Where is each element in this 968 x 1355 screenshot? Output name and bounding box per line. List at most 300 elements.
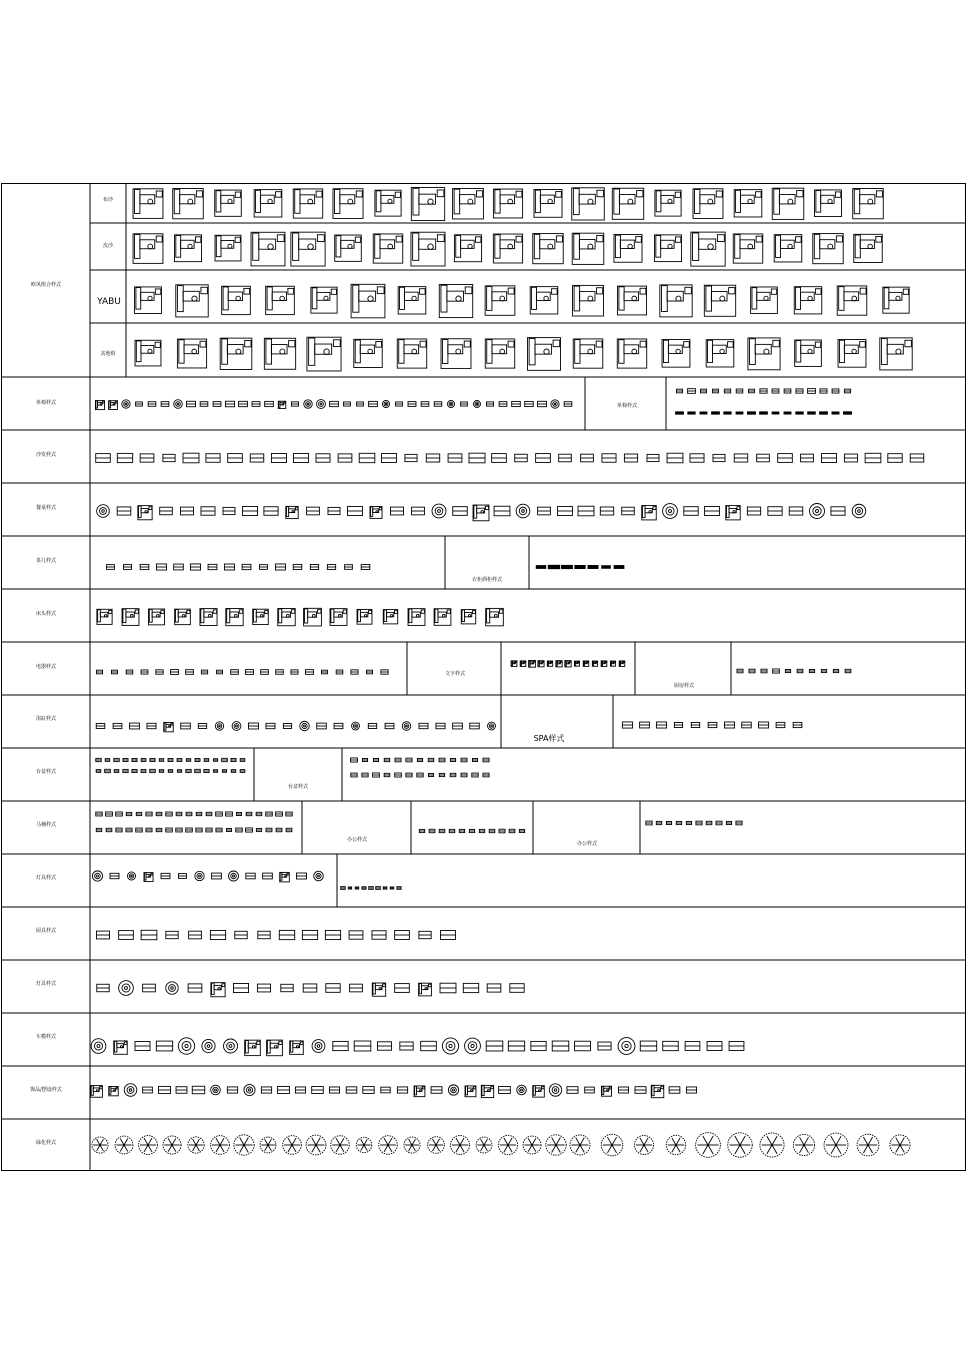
cad-symbol-icon bbox=[448, 1085, 458, 1095]
cad-symbol-icon bbox=[832, 389, 839, 393]
cad-symbol-icon bbox=[123, 769, 128, 772]
symbol-stroke bbox=[193, 1145, 196, 1151]
symbol-stroke bbox=[149, 609, 152, 622]
symbol-stroke bbox=[254, 610, 257, 622]
cad-symbol-icon bbox=[575, 565, 585, 568]
symbol-stroke bbox=[516, 191, 522, 197]
symbol-stroke bbox=[534, 661, 535, 662]
symbol-stroke bbox=[532, 287, 537, 309]
symbol-stroke bbox=[708, 199, 713, 204]
cad-symbol-icon bbox=[487, 984, 501, 992]
cad-symbol-icon bbox=[483, 758, 489, 762]
cad-symbol-icon bbox=[724, 722, 734, 728]
cad-symbol-icon bbox=[402, 722, 411, 731]
cad-symbol-icon bbox=[206, 454, 220, 463]
cad-symbol-icon bbox=[724, 389, 730, 393]
cad-symbol-icon bbox=[220, 338, 252, 369]
cad-symbol-icon bbox=[291, 670, 298, 674]
symbol-stroke bbox=[295, 507, 297, 509]
cad-symbol-icon bbox=[231, 758, 236, 761]
symbol-stroke bbox=[597, 236, 603, 242]
symbol-stroke bbox=[175, 610, 178, 623]
symbol-stroke bbox=[212, 983, 215, 994]
cad-symbol-icon bbox=[397, 1087, 407, 1093]
cad-symbol-icon bbox=[200, 402, 208, 407]
symbol-stroke bbox=[176, 402, 181, 407]
symbol-stroke bbox=[726, 506, 729, 518]
symbol-stroke bbox=[544, 296, 548, 300]
symbol-stroke bbox=[737, 507, 740, 510]
symbol-stroke bbox=[304, 725, 306, 727]
cad-symbol-icon bbox=[384, 758, 390, 761]
symbol-stroke bbox=[676, 296, 681, 301]
symbol-stroke bbox=[828, 244, 833, 249]
cad-symbol-icon bbox=[749, 669, 755, 673]
cad-symbol-icon bbox=[351, 284, 385, 317]
cad-symbol-icon bbox=[600, 507, 613, 515]
section-label-basin: 台盆样式 bbox=[35, 769, 57, 775]
cad-symbol-icon bbox=[776, 722, 785, 727]
symbol-stroke bbox=[92, 871, 102, 881]
symbol-stroke bbox=[309, 338, 315, 365]
symbol-stroke bbox=[384, 402, 388, 406]
cad-symbol-icon bbox=[562, 565, 573, 568]
cad-symbol-icon bbox=[283, 1136, 302, 1155]
symbol-stroke bbox=[577, 663, 578, 664]
symbol-stroke bbox=[169, 985, 176, 992]
cad-symbol-icon bbox=[845, 669, 851, 672]
cad-symbol-icon bbox=[186, 670, 194, 675]
cad-symbol-icon bbox=[494, 506, 510, 516]
cad-symbol-icon bbox=[159, 1086, 171, 1093]
cad-symbol-icon bbox=[211, 1085, 221, 1095]
symbol-stroke bbox=[314, 871, 324, 881]
cad-symbol-icon bbox=[293, 564, 302, 569]
symbol-stroke bbox=[452, 1089, 454, 1091]
symbol-stroke bbox=[500, 349, 505, 354]
section-label-bathtub: 浴缸样式 bbox=[35, 716, 57, 722]
symbol-stroke bbox=[716, 191, 722, 197]
symbol-stroke bbox=[114, 1041, 116, 1052]
cad-symbol-icon bbox=[419, 723, 428, 728]
cad-symbol-icon bbox=[110, 873, 119, 878]
cad-symbol-icon bbox=[395, 773, 402, 777]
symbol-stroke bbox=[415, 1086, 417, 1095]
cad-symbol-icon bbox=[704, 285, 735, 316]
symbol-stroke bbox=[876, 191, 882, 197]
symbol-stroke bbox=[375, 235, 380, 259]
symbol-stroke bbox=[425, 988, 427, 990]
cad-symbol-icon bbox=[888, 454, 902, 463]
cad-symbol-icon bbox=[307, 507, 320, 515]
cad-symbol-icon bbox=[143, 984, 156, 992]
symbol-stroke bbox=[334, 189, 339, 213]
symbol-stroke bbox=[666, 507, 674, 515]
cad-symbol-icon bbox=[105, 769, 111, 772]
symbol-stroke bbox=[100, 1139, 103, 1145]
cad-symbol-icon bbox=[97, 984, 109, 991]
cad-symbol-icon bbox=[222, 758, 228, 761]
cad-symbol-icon bbox=[195, 871, 204, 880]
cad-symbol-icon bbox=[796, 389, 803, 393]
section-label-lamp: 灯具样式 bbox=[35, 875, 57, 881]
cad-symbol-icon bbox=[890, 1135, 910, 1155]
symbol-stroke bbox=[465, 1038, 481, 1054]
symbol-stroke bbox=[449, 402, 453, 406]
symbol-stroke bbox=[236, 725, 238, 727]
cad-symbol-icon bbox=[130, 723, 140, 729]
cad-symbol-icon bbox=[843, 412, 851, 414]
cad-symbol-icon bbox=[385, 723, 394, 728]
symbol-stroke bbox=[98, 610, 101, 622]
cad-symbol-icon bbox=[141, 930, 157, 939]
cad-symbol-icon bbox=[789, 507, 803, 515]
cad-symbol-icon bbox=[778, 454, 793, 463]
cad-symbol-icon bbox=[373, 234, 402, 263]
symbol-stroke bbox=[442, 614, 445, 617]
symbol-stroke bbox=[525, 661, 526, 662]
symbol-stroke bbox=[804, 1145, 809, 1153]
cad-symbol-icon bbox=[177, 339, 206, 368]
cad-symbol-icon bbox=[314, 871, 324, 881]
symbol-stroke bbox=[317, 400, 326, 409]
cad-symbol-icon bbox=[341, 887, 346, 890]
cad-symbol-icon bbox=[245, 1040, 261, 1055]
symbol-stroke bbox=[268, 1139, 271, 1145]
cell-label-text: 文字样式 bbox=[444, 671, 466, 677]
cad-symbol-icon bbox=[300, 721, 310, 731]
cad-symbol-icon bbox=[397, 339, 426, 368]
symbol-stroke bbox=[400, 287, 405, 309]
symbol-stroke bbox=[145, 511, 147, 513]
symbol-stroke bbox=[402, 722, 411, 731]
symbol-stroke bbox=[460, 1145, 464, 1152]
symbol-stroke bbox=[115, 401, 117, 403]
symbol-stroke bbox=[223, 287, 228, 310]
symbol-stroke bbox=[720, 349, 724, 353]
cad-symbol-icon bbox=[634, 1135, 653, 1154]
symbol-stroke bbox=[302, 723, 307, 728]
symbol-stroke bbox=[312, 614, 315, 617]
symbol-stroke bbox=[500, 296, 505, 301]
symbol-stroke bbox=[135, 235, 140, 259]
cad-symbol-icon bbox=[489, 829, 495, 832]
symbol-stroke bbox=[235, 237, 240, 242]
cad-symbol-icon bbox=[351, 758, 358, 762]
symbol-stroke bbox=[168, 1138, 172, 1145]
symbol-stroke bbox=[448, 1085, 458, 1095]
symbol-stroke bbox=[127, 1087, 134, 1094]
symbol-stroke bbox=[700, 412, 707, 414]
cad-symbol-icon bbox=[712, 412, 720, 414]
cad-symbol-icon bbox=[278, 608, 295, 625]
symbol-stroke bbox=[548, 199, 552, 203]
section-label-tea-table: 茶几样式 bbox=[35, 558, 57, 564]
cad-symbol-icon bbox=[684, 507, 698, 516]
cad-symbol-icon bbox=[244, 1084, 255, 1095]
cad-symbol-icon bbox=[759, 722, 769, 728]
cad-symbol-icon bbox=[283, 724, 291, 729]
symbol-stroke bbox=[596, 341, 602, 347]
cad-symbol-icon bbox=[373, 758, 378, 761]
cad-symbol-icon bbox=[483, 773, 489, 777]
cad-symbol-icon bbox=[461, 610, 475, 624]
symbol-stroke bbox=[764, 296, 768, 300]
cad-symbol-icon bbox=[225, 564, 235, 570]
symbol-stroke bbox=[532, 1138, 536, 1145]
symbol-stroke bbox=[236, 349, 241, 354]
symbol-stroke bbox=[640, 1145, 644, 1152]
symbol-stroke bbox=[720, 296, 725, 301]
symbol-stroke bbox=[379, 507, 381, 509]
symbol-stroke bbox=[245, 341, 251, 347]
symbol-stroke bbox=[119, 981, 134, 996]
cad-symbol-icon bbox=[213, 402, 221, 407]
cad-symbol-icon bbox=[293, 189, 322, 218]
cad-symbol-icon bbox=[357, 609, 372, 624]
symbol-stroke bbox=[637, 191, 643, 197]
symbol-stroke bbox=[131, 875, 133, 877]
cad-symbol-icon bbox=[747, 507, 760, 515]
cad-symbol-icon bbox=[821, 669, 826, 672]
symbol-stroke bbox=[235, 192, 240, 197]
symbol-stroke bbox=[858, 510, 861, 513]
cad-symbol-icon bbox=[651, 1085, 664, 1097]
symbol-stroke bbox=[551, 400, 559, 408]
symbol-stroke bbox=[95, 873, 101, 879]
cad-symbol-icon bbox=[598, 1042, 611, 1050]
cad-symbol-icon bbox=[286, 506, 298, 518]
cad-symbol-icon bbox=[428, 773, 433, 776]
cad-symbol-icon bbox=[614, 566, 624, 569]
cad-symbol-icon bbox=[601, 1134, 623, 1156]
symbol-stroke bbox=[319, 402, 324, 407]
symbol-stroke bbox=[831, 1136, 836, 1145]
symbol-stroke bbox=[151, 873, 153, 875]
symbol-stroke bbox=[200, 341, 206, 347]
symbol-stroke bbox=[213, 610, 216, 613]
cad-symbol-icon bbox=[333, 1041, 348, 1050]
cad-symbol-icon bbox=[246, 873, 255, 879]
symbol-stroke bbox=[396, 236, 402, 242]
cad-symbol-icon bbox=[251, 232, 285, 266]
symbol-stroke bbox=[816, 289, 822, 295]
cad-symbol-icon bbox=[345, 565, 353, 570]
symbol-stroke bbox=[508, 199, 513, 204]
symbol-stroke bbox=[735, 1145, 740, 1154]
symbol-stroke bbox=[364, 1145, 367, 1151]
symbol-stroke bbox=[450, 403, 451, 404]
cad-symbol-icon bbox=[211, 1136, 230, 1155]
symbol-stroke bbox=[588, 661, 589, 662]
symbol-stroke bbox=[277, 235, 284, 242]
symbol-stroke bbox=[155, 289, 160, 294]
cad-symbol-icon bbox=[728, 1133, 752, 1157]
cad-symbol-icon bbox=[397, 887, 401, 890]
cad-symbol-icon bbox=[865, 453, 881, 462]
cad-symbol-icon bbox=[486, 402, 493, 406]
symbol-stroke bbox=[148, 1138, 152, 1145]
cad-symbol-icon bbox=[768, 507, 782, 516]
cad-symbol-icon bbox=[461, 402, 468, 406]
symbol-stroke bbox=[516, 236, 522, 242]
symbol-stroke bbox=[588, 199, 593, 204]
cad-symbol-icon bbox=[91, 1039, 106, 1054]
symbol-stroke bbox=[574, 286, 580, 311]
cad-symbol-icon bbox=[276, 670, 284, 675]
cad-symbol-icon bbox=[336, 670, 343, 674]
cad-symbol-icon bbox=[733, 234, 763, 263]
symbol-stroke bbox=[522, 510, 525, 513]
cad-symbol-icon bbox=[369, 401, 378, 406]
symbol-stroke bbox=[213, 1087, 218, 1092]
symbol-stroke bbox=[292, 1145, 296, 1152]
symbol-stroke bbox=[708, 1145, 713, 1154]
symbol-stroke bbox=[772, 412, 779, 414]
symbol-stroke bbox=[280, 349, 285, 354]
cad-symbol-icon bbox=[565, 661, 571, 667]
cad-symbol-icon bbox=[141, 670, 148, 674]
symbol-stroke bbox=[760, 412, 768, 414]
symbol-stroke bbox=[265, 1145, 268, 1151]
cad-symbol-icon bbox=[266, 286, 295, 314]
cad-symbol-icon bbox=[737, 669, 743, 673]
cad-symbol-icon bbox=[390, 887, 393, 889]
symbol-stroke bbox=[316, 191, 322, 197]
symbol-stroke bbox=[379, 988, 381, 990]
symbol-stroke bbox=[708, 244, 713, 249]
symbol-stroke bbox=[217, 724, 222, 729]
symbol-stroke bbox=[642, 506, 645, 518]
symbol-stroke bbox=[245, 1041, 248, 1053]
symbol-stroke bbox=[292, 1138, 296, 1145]
cad-symbol-icon bbox=[662, 340, 690, 368]
cad-symbol-icon bbox=[656, 722, 666, 728]
cad-symbol-icon bbox=[105, 759, 110, 762]
symbol-stroke bbox=[244, 1084, 255, 1095]
cad-symbol-icon bbox=[511, 661, 517, 667]
symbol-stroke bbox=[543, 661, 544, 662]
symbol-stroke bbox=[451, 1087, 457, 1093]
symbol-stroke bbox=[287, 873, 289, 875]
symbol-stroke bbox=[717, 235, 724, 242]
cad-symbol-icon bbox=[366, 670, 372, 674]
cad-symbol-icon bbox=[619, 661, 625, 667]
symbol-stroke bbox=[601, 661, 602, 666]
symbol-stroke bbox=[619, 340, 624, 364]
cad-symbol-icon bbox=[785, 669, 790, 672]
symbol-stroke bbox=[266, 339, 272, 364]
cad-symbol-icon bbox=[166, 931, 178, 938]
cad-symbol-icon bbox=[195, 758, 200, 761]
cell-label-spa: SPA样式 bbox=[533, 734, 565, 743]
symbol-stroke bbox=[884, 288, 889, 309]
symbol-stroke bbox=[748, 199, 752, 203]
cad-symbol-icon bbox=[530, 287, 558, 314]
cad-symbol-icon bbox=[222, 770, 226, 773]
cad-symbol-icon bbox=[160, 507, 173, 515]
cad-symbol-icon bbox=[395, 931, 410, 940]
cad-symbol-icon bbox=[469, 453, 485, 463]
symbol-stroke bbox=[541, 663, 542, 664]
cad-symbol-icon bbox=[326, 984, 340, 993]
symbol-stroke bbox=[767, 1136, 772, 1145]
cad-symbol-icon bbox=[226, 812, 233, 816]
symbol-stroke bbox=[735, 1136, 740, 1145]
symbol-stroke bbox=[382, 400, 389, 407]
symbol-stroke bbox=[96, 875, 98, 877]
cad-symbol-icon bbox=[414, 1086, 425, 1097]
symbol-stroke bbox=[533, 1086, 535, 1095]
cad-symbol-icon bbox=[122, 400, 130, 408]
cad-symbol-icon bbox=[179, 874, 187, 879]
cad-symbol-icon bbox=[235, 931, 247, 938]
cad-symbol-icon bbox=[736, 389, 743, 393]
legend-grid bbox=[1, 183, 966, 1171]
cad-symbol-icon bbox=[109, 1086, 118, 1095]
cad-symbol-icon bbox=[156, 1041, 172, 1051]
symbol-stroke bbox=[361, 1145, 364, 1151]
symbol-stroke bbox=[100, 1086, 102, 1088]
symbol-stroke bbox=[748, 244, 753, 249]
symbol-stroke bbox=[532, 1145, 536, 1152]
cad-symbol-icon bbox=[481, 1085, 493, 1097]
cad-symbol-icon bbox=[168, 759, 173, 762]
cad-symbol-icon bbox=[486, 1041, 503, 1051]
symbol-stroke bbox=[384, 1145, 388, 1152]
symbol-stroke bbox=[632, 349, 637, 354]
section-label-kitchenware: 厨具样式 bbox=[35, 928, 57, 934]
cad-symbol-icon bbox=[574, 661, 579, 666]
symbol-stroke bbox=[900, 1145, 904, 1152]
cad-symbol-icon bbox=[421, 1041, 437, 1050]
symbol-stroke bbox=[420, 341, 426, 347]
cad-symbol-icon bbox=[533, 1086, 545, 1097]
cad-symbol-icon bbox=[674, 723, 682, 728]
symbol-stroke bbox=[609, 1087, 611, 1089]
cad-symbol-icon bbox=[547, 661, 552, 666]
symbol-stroke bbox=[182, 1042, 191, 1051]
cad-symbol-icon bbox=[559, 454, 572, 462]
symbol-stroke bbox=[556, 1145, 560, 1153]
cad-symbol-icon bbox=[439, 284, 472, 317]
cad-symbol-icon bbox=[150, 758, 155, 761]
cad-symbol-icon bbox=[327, 565, 335, 570]
cad-symbol-icon bbox=[534, 189, 562, 217]
symbol-stroke bbox=[520, 661, 521, 666]
cad-symbol-icon bbox=[166, 828, 173, 832]
symbol-stroke bbox=[876, 236, 882, 242]
cad-symbol-icon bbox=[395, 758, 401, 762]
cad-symbol-icon bbox=[459, 829, 464, 832]
symbol-stroke bbox=[661, 286, 667, 312]
symbol-stroke bbox=[470, 1090, 472, 1092]
symbol-stroke bbox=[896, 296, 900, 300]
cad-symbol-icon bbox=[148, 609, 164, 625]
symbol-stroke bbox=[676, 349, 680, 353]
cad-symbol-icon bbox=[91, 1086, 103, 1098]
cad-symbol-icon bbox=[175, 609, 191, 625]
symbol-stroke bbox=[412, 1145, 415, 1151]
symbol-stroke bbox=[565, 661, 566, 666]
symbol-stroke bbox=[905, 340, 911, 346]
symbol-stroke bbox=[471, 1044, 474, 1047]
cad-symbol-icon bbox=[135, 1041, 150, 1050]
symbol-stroke bbox=[487, 1090, 489, 1092]
symbol-stroke bbox=[736, 190, 741, 212]
symbol-stroke bbox=[613, 663, 614, 664]
symbol-stroke bbox=[124, 1145, 128, 1152]
